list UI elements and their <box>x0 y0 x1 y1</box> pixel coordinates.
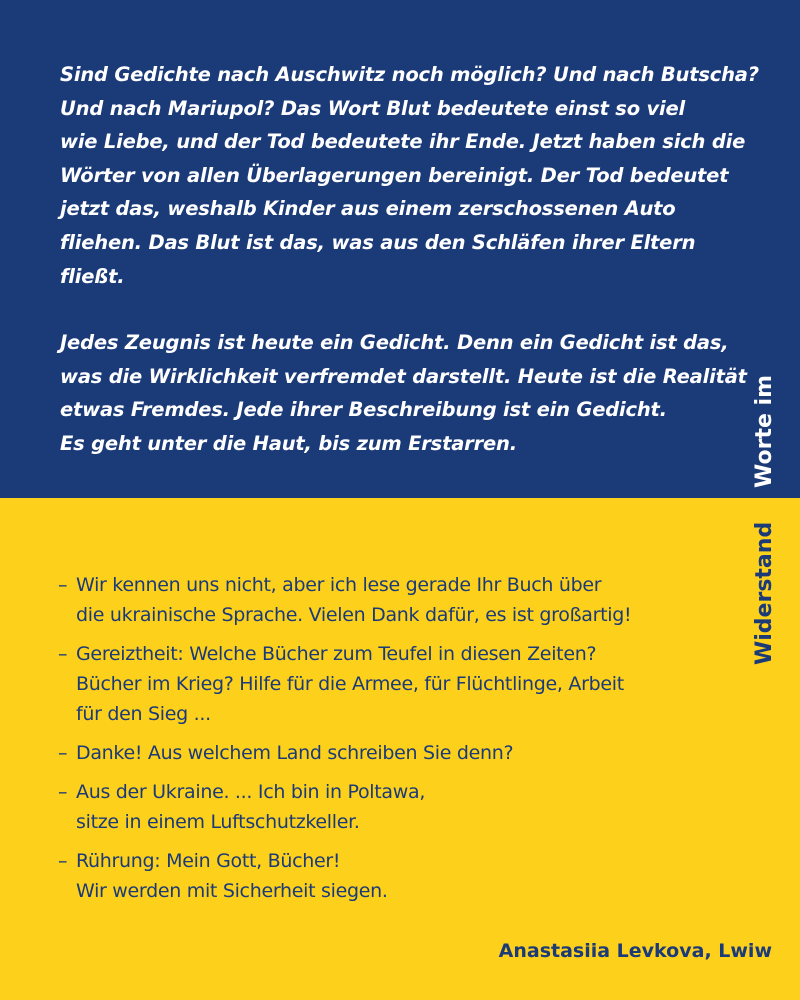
quote-line: wie Liebe, und der Tod bedeutete ihr Ende. Jetzt haben sich die <box>60 130 746 154</box>
dialogue-line: sitze in einem Luftschutzkeller. <box>76 811 360 833</box>
dialogue-entry <box>58 846 748 906</box>
dialogue-line: Gereiztheit: Welche Bücher zum Teufel in diesen Zeiten? <box>76 643 597 665</box>
quote-line: Jedes Zeugnis ist heute ein Gedicht. Denn ein Gedicht ist das, <box>60 331 729 355</box>
quote-line: Und nach Mariupol? Das Wort Blut bedeutete einst so viel <box>60 96 686 120</box>
author-signature: Anastasiia Levkova, Lwiw <box>498 940 772 962</box>
dialogue-entry <box>58 738 748 768</box>
quote-paragraph-1 <box>60 58 759 293</box>
title-word-2: Widerstand <box>752 521 777 665</box>
quote-line: was die Wirklichkeit verfremdet darstellt. Heute ist die Realität <box>60 364 747 388</box>
dialogue-line: Rührung: Mein Gott, Bücher! <box>76 850 341 872</box>
quote-line: etwas Fremdes. Jede ihrer Beschreibung ist ein Gedicht. <box>60 398 667 422</box>
blue-panel <box>0 0 800 498</box>
dialogue-line: Aus der Ukraine. ... Ich bin in Poltawa, <box>76 781 426 803</box>
quote-line: Es geht unter die Haut, bis zum Erstarren. <box>60 431 517 455</box>
quote-line: fliehen. Das Blut ist das, was aus den Schläfen ihrer Eltern <box>60 230 696 254</box>
quote-paragraph-2 <box>60 326 747 460</box>
dash-marker: – <box>58 742 68 764</box>
dialogue-line: Bücher im Krieg? Hilfe für die Armee, für Flüchtlinge, Arbeit <box>76 673 624 695</box>
dialogue-line: für den Sieg ... <box>76 703 211 725</box>
dialogue-entry <box>58 639 748 729</box>
dash-marker: – <box>58 574 68 596</box>
quote-line: Wörter von allen Überlagerungen bereinigt. Der Tod bedeutet <box>60 163 729 187</box>
dialogue-line: Wir kennen uns nicht, aber ich lese gerade Ihr Buch über <box>76 574 602 596</box>
quote-line: fließt. <box>60 264 125 288</box>
dialogue-entry <box>58 777 748 837</box>
quote-line: Sind Gedichte nach Auschwitz noch möglich? Und nach Butscha? <box>60 63 759 86</box>
quote-line: jetzt das, weshalb Kinder aus einem zerschossenen Auto <box>60 197 676 221</box>
dialogue-entry <box>58 570 748 630</box>
poem-quote <box>60 58 759 461</box>
dash-marker: – <box>58 643 68 665</box>
dialogue-list <box>58 570 748 915</box>
vertical-title <box>748 360 788 670</box>
dialogue-line: Wir werden mit Sicherheit siegen. <box>76 880 388 902</box>
dialogue-line: die ukrainische Sprache. Vielen Dank dafür, es ist großartig! <box>76 604 632 626</box>
dash-marker: – <box>58 781 68 803</box>
dialogue-line: Danke! Aus welchem Land schreiben Sie denn? <box>76 742 514 764</box>
dash-marker: – <box>58 850 68 872</box>
title-word-1: Worte im <box>752 374 777 488</box>
